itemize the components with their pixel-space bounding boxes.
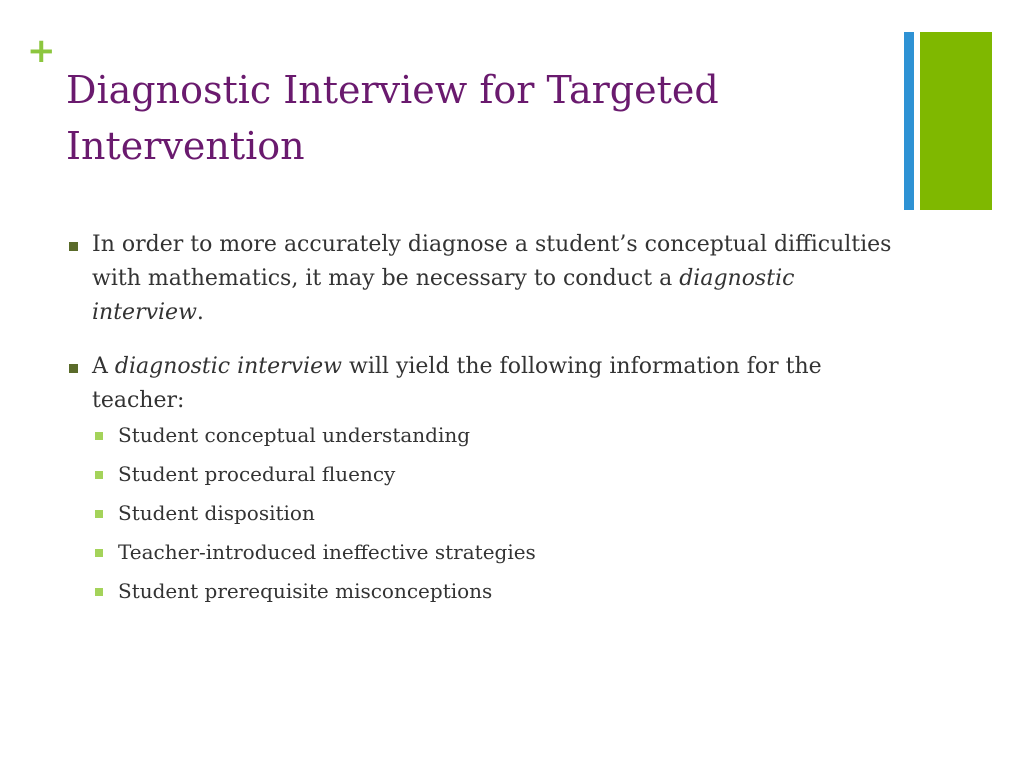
sub-bullet-text: Teacher-introduced ineffective strategies [118, 540, 536, 564]
bullet-emphasis: diagnostic interview [114, 354, 343, 379]
square-bullet-icon [95, 471, 103, 479]
square-bullet-icon [69, 364, 78, 373]
slide-body [66, 228, 896, 624]
square-bullet-icon [95, 510, 103, 518]
square-bullet-icon [69, 242, 78, 251]
sub-bullet-item [92, 500, 896, 526]
slide-title: Diagnostic Interview for Targeted Intervention [66, 68, 719, 168]
bullet-item [66, 228, 896, 330]
sub-bullet-text: Student procedural fluency [118, 462, 396, 486]
bullet-emphasis: diagnostic interview [92, 266, 795, 325]
sub-bullet-text: Student prerequisite misconceptions [118, 579, 493, 603]
bullet-text-end: will yield the following information for the teacher: [92, 354, 822, 413]
sub-bullet-item [92, 578, 896, 604]
plus-icon: + [27, 31, 56, 71]
bullet-text: A [92, 354, 115, 379]
accent-bar-blue [904, 32, 914, 210]
sub-bullet-text: Student conceptual understanding [118, 423, 471, 447]
bullet-text-end: . [196, 300, 204, 325]
sub-bullet-list [92, 422, 896, 604]
sub-bullet-item [92, 422, 896, 448]
accent-bar-green [920, 32, 992, 210]
sub-bullet-text: Student disposition [118, 501, 315, 525]
bullet-item [66, 350, 896, 604]
bullet-text: In order to more accurately diagnose a student’s conceptual difficulties with mathematics, it may be necessary to conduct a [92, 232, 892, 291]
square-bullet-icon [95, 588, 103, 596]
sub-bullet-item [92, 539, 896, 565]
square-bullet-icon [95, 432, 103, 440]
square-bullet-icon [95, 549, 103, 557]
sub-bullet-item [92, 461, 896, 487]
